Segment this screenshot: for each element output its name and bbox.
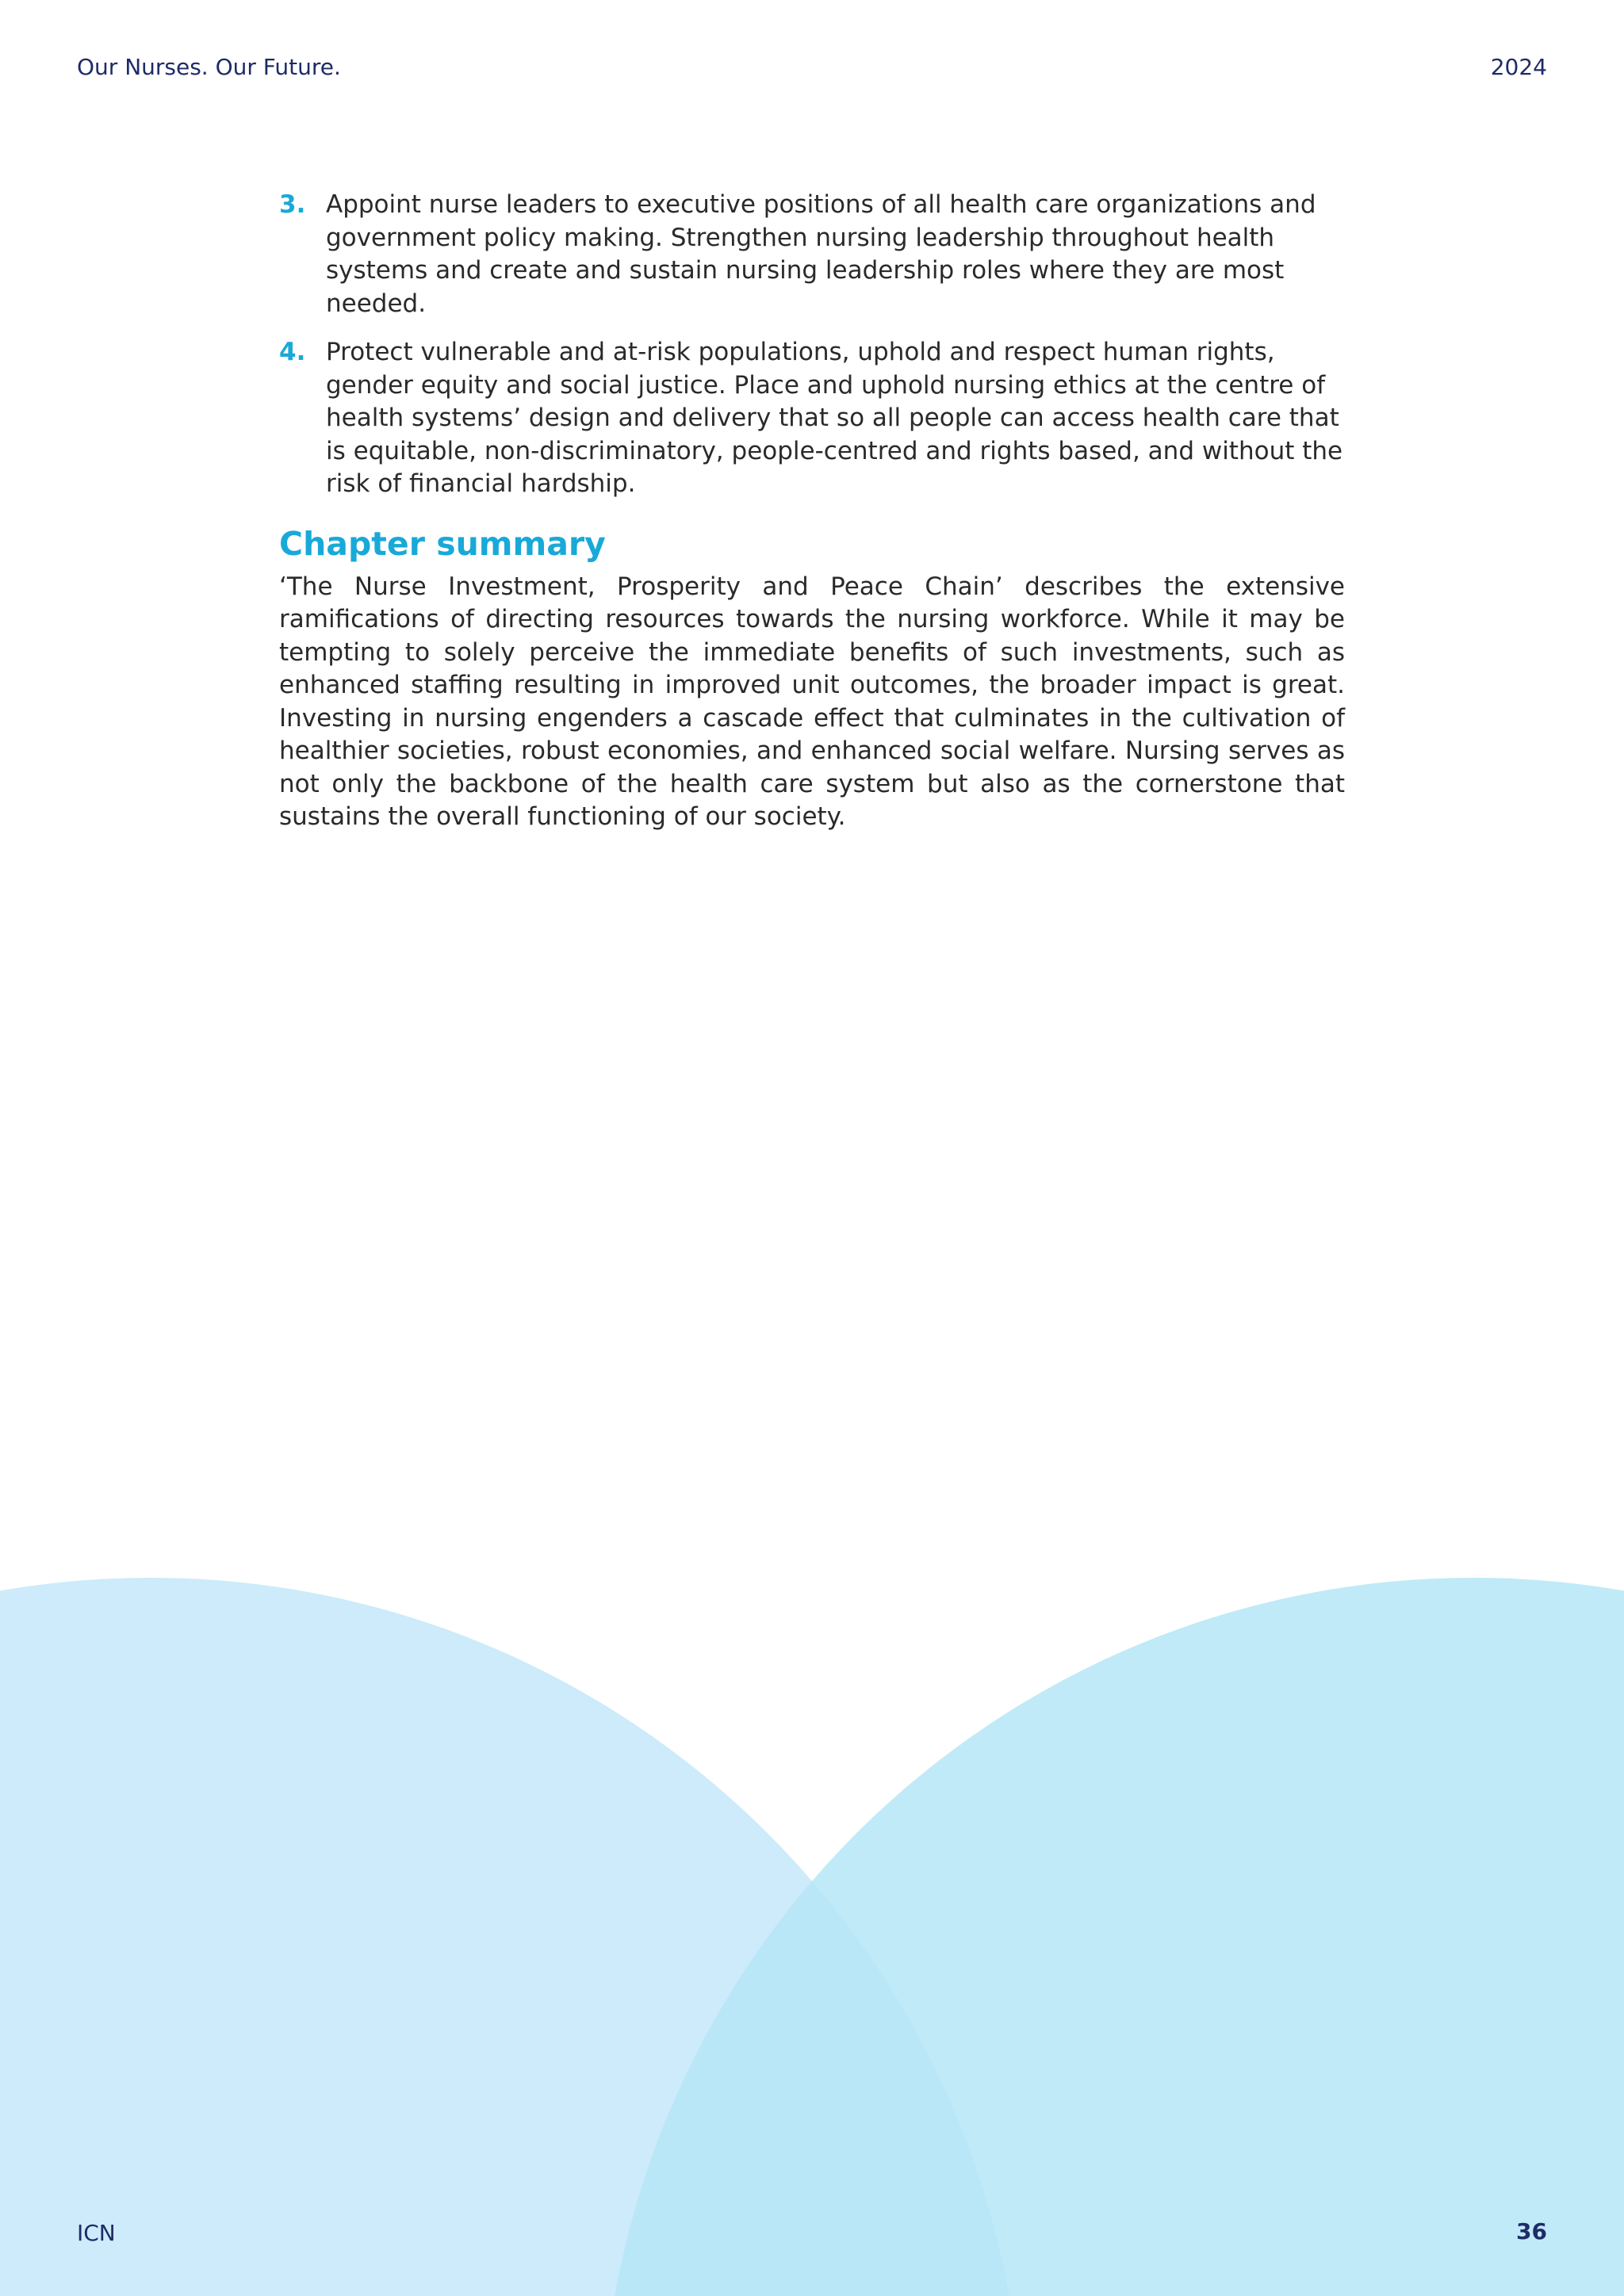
list-number: 3.	[279, 190, 306, 219]
document-year: 2024	[1490, 54, 1547, 80]
page-number: 36	[1516, 2218, 1547, 2244]
list-text: Protect vulnerable and at-risk populations, uphold and respect human rights, gender equity and social justice. Place and uphold nursing ethics at the centre of health systems’ design and delivery that so all people can access health care that is equitable, non-discriminatory, people-centred and rights based, and without the risk of financial hardship.	[326, 338, 1343, 498]
list-number: 4.	[279, 338, 306, 366]
list-item	[279, 189, 1345, 320]
chapter-summary-heading: Chapter summary	[279, 524, 606, 563]
footer-org: ICN	[77, 2220, 116, 2246]
chapter-summary-body: ‘The Nurse Investment, Prosperity and Peace Chain’ describes the extensive ramifications of directing resources towards the nursing workforce. While it may be tempting to solely perceive the immediate benefits of such investments, such as enhanced staffing resulting in improved unit outcomes, the broader impact is great. Investing in nursing engenders a cascade effect that culminates in the cultivation of healthier societies, robust economies, and enhanced social welfare. Nursing serves as not only the backbone of the health care system but also as the cornerstone that sustains the overall functioning of our society.	[279, 572, 1345, 831]
main-content	[279, 189, 1345, 834]
list-text: Appoint nurse leaders to executive positions of all health care organizations and government policy making. Strengthen nursing leadership throughout health systems and create and sustain nursing leadership roles where they are most needed.	[326, 190, 1316, 318]
document-title: Our Nurses. Our Future.	[77, 54, 341, 80]
list-item	[279, 336, 1345, 501]
